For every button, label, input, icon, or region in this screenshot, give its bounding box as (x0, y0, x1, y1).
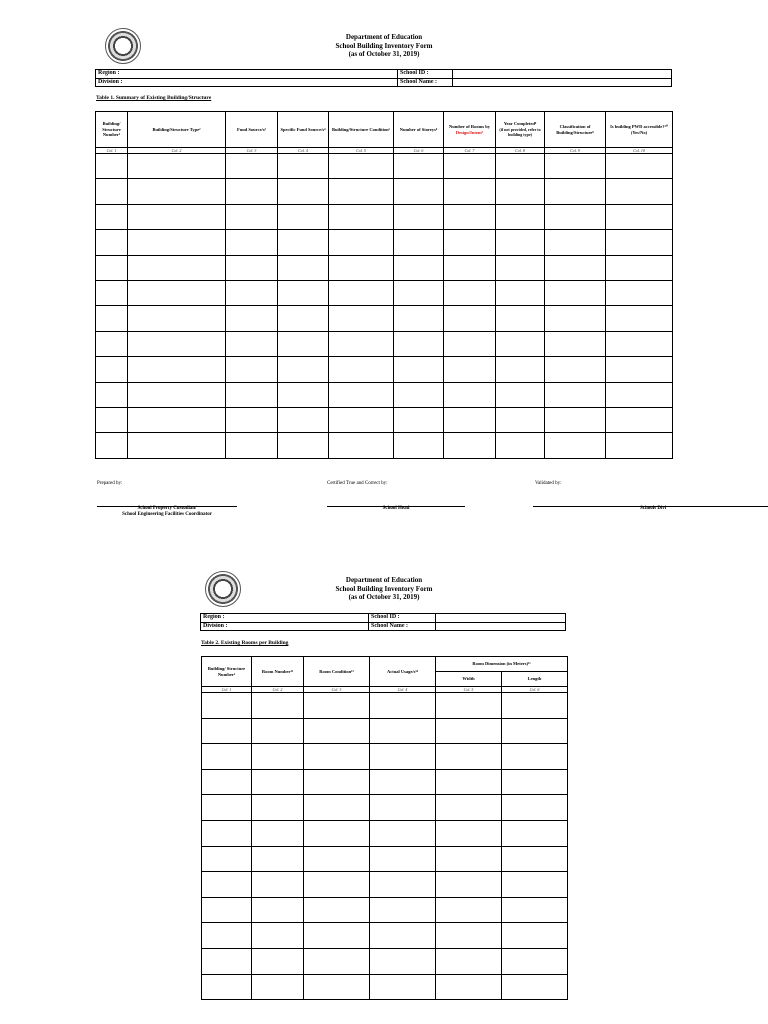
table1-cell[interactable] (606, 204, 673, 229)
table2-cell[interactable] (436, 744, 502, 770)
table1-cell[interactable] (606, 230, 673, 255)
table2-cell[interactable] (304, 923, 370, 949)
table1-cell[interactable] (496, 357, 545, 382)
table1-cell[interactable] (444, 280, 496, 305)
table2-cell[interactable] (202, 718, 252, 744)
table2-cell[interactable] (252, 897, 304, 923)
table1-cell[interactable] (278, 306, 329, 331)
table1-cell[interactable] (496, 179, 545, 204)
table2-cell[interactable] (252, 923, 304, 949)
table2-cell[interactable] (304, 744, 370, 770)
table1-cell[interactable] (329, 382, 394, 407)
table2-cell[interactable] (502, 974, 568, 1000)
table2-cell[interactable] (304, 974, 370, 1000)
table2-cell[interactable] (202, 744, 252, 770)
table2-cell[interactable] (436, 897, 502, 923)
table2-cell[interactable] (252, 846, 304, 872)
table1-cell[interactable] (444, 407, 496, 432)
table2-cell[interactable] (502, 718, 568, 744)
table2-row (202, 974, 568, 1000)
division-label: Division : (96, 78, 398, 87)
table2-cell[interactable] (252, 769, 304, 795)
table1-cell[interactable] (226, 154, 278, 179)
col-code: Col. 3 (226, 148, 278, 154)
table2-cell[interactable] (252, 693, 304, 719)
table1-cell[interactable] (545, 407, 606, 432)
table1-cell[interactable] (128, 230, 226, 255)
table1-cell[interactable] (394, 382, 444, 407)
table2-cell[interactable] (202, 872, 252, 898)
table1-cell[interactable] (496, 433, 545, 458)
table1-cell[interactable] (394, 230, 444, 255)
table1-cell[interactable] (394, 433, 444, 458)
table1-row (96, 407, 673, 432)
school-id-field[interactable] (436, 614, 566, 623)
table1-cell[interactable] (606, 331, 673, 356)
table1-cell[interactable] (496, 230, 545, 255)
table1-cell[interactable] (496, 280, 545, 305)
table2-cell[interactable] (436, 769, 502, 795)
table2-cell[interactable] (436, 795, 502, 821)
col7-header-text: Number of Rooms by (448, 124, 491, 129)
table1-cell[interactable] (226, 230, 278, 255)
table1-cell[interactable] (278, 179, 329, 204)
signatory-custodian-line2: School Engineering Facilities Coordinator (122, 512, 212, 517)
region-label: Region : (201, 614, 369, 623)
width-header: Width (436, 672, 502, 687)
table2-row (202, 846, 568, 872)
table1-cell[interactable] (226, 255, 278, 280)
table1-cell[interactable] (496, 306, 545, 331)
table2-cell[interactable] (370, 872, 436, 898)
table1-cell[interactable] (278, 382, 329, 407)
table2-cell[interactable] (436, 872, 502, 898)
table2-cell[interactable] (502, 795, 568, 821)
table2-cell[interactable] (202, 820, 252, 846)
table1-row (96, 230, 673, 255)
table1-cell[interactable] (545, 433, 606, 458)
table1-cell[interactable] (329, 204, 394, 229)
table2-cell[interactable] (252, 718, 304, 744)
table2-cell[interactable] (252, 744, 304, 770)
table2-cell[interactable] (370, 948, 436, 974)
table1-cell[interactable] (278, 280, 329, 305)
table1-cell[interactable] (128, 204, 226, 229)
col9-header: Classification of Building/Structure⁹ (545, 112, 606, 148)
table1-cell[interactable] (496, 382, 545, 407)
table2-row (202, 897, 568, 923)
table1-row (96, 331, 673, 356)
table1-cell[interactable] (496, 331, 545, 356)
school-id-field[interactable] (453, 70, 672, 79)
col7-header (444, 112, 496, 148)
table1-cell[interactable] (394, 204, 444, 229)
table1-cell[interactable] (444, 382, 496, 407)
table2-cell[interactable] (502, 846, 568, 872)
table1-cell[interactable] (394, 357, 444, 382)
table2-cell[interactable] (304, 872, 370, 898)
table2-cell[interactable] (436, 923, 502, 949)
col8-header-sub: (if not provided, refer to building type) (499, 126, 541, 138)
table2-cell[interactable] (502, 769, 568, 795)
table1-cell[interactable] (128, 331, 226, 356)
table1-cell[interactable] (128, 382, 226, 407)
table2-row (202, 923, 568, 949)
deped-seal-icon (105, 28, 141, 64)
prepared-by-label: Prepared by: (97, 481, 123, 486)
t2-col3-header: Room Condition¹³ (304, 657, 370, 687)
t2-col2-header: Room Number¹² (252, 657, 304, 687)
table2-cell[interactable] (304, 846, 370, 872)
table1-cell[interactable] (128, 154, 226, 179)
table1-cell[interactable] (278, 255, 329, 280)
table2-cell[interactable] (436, 820, 502, 846)
table1-cell[interactable] (545, 357, 606, 382)
school-id-label: School ID : (398, 70, 453, 79)
table2-cell[interactable] (370, 744, 436, 770)
table2-cell[interactable] (304, 820, 370, 846)
table2-cell[interactable] (304, 718, 370, 744)
table2-cell[interactable] (304, 769, 370, 795)
table1-cell[interactable] (226, 357, 278, 382)
table1-cell[interactable] (278, 407, 329, 432)
table1-cell[interactable] (278, 433, 329, 458)
table1-cell[interactable] (394, 306, 444, 331)
col-code: Col. 10 (606, 148, 673, 154)
table1-cell[interactable] (226, 204, 278, 229)
table1-cell[interactable] (226, 382, 278, 407)
table1-cell[interactable] (226, 306, 278, 331)
table1-cell[interactable] (606, 280, 673, 305)
table1-cell[interactable] (329, 255, 394, 280)
col-code: Col. 6 (502, 687, 568, 693)
col-code: Col. 5 (329, 148, 394, 154)
form2-table-title: Table 2. Existing Rooms per Building (201, 640, 289, 646)
table1-cell[interactable] (329, 407, 394, 432)
table1-cell[interactable] (278, 230, 329, 255)
table1-cell[interactable] (444, 204, 496, 229)
col3-header: Fund Source/s³ (226, 112, 278, 148)
table1-cell[interactable] (96, 306, 128, 331)
table1-cell[interactable] (545, 280, 606, 305)
col6-header: Number of Storeys⁶ (394, 112, 444, 148)
table2-cell[interactable] (304, 897, 370, 923)
signatory-custodian-line1: School Property Custodian/ (137, 506, 197, 511)
table2-cell[interactable] (202, 795, 252, 821)
table2-cell[interactable] (370, 769, 436, 795)
table1-cell[interactable] (606, 382, 673, 407)
table2-cell[interactable] (202, 948, 252, 974)
school-name-label: School Name : (369, 622, 436, 631)
table2-cell[interactable] (370, 846, 436, 872)
division-label: Division : (201, 622, 369, 631)
table2-cell[interactable] (502, 820, 568, 846)
table1-cell[interactable] (226, 331, 278, 356)
table1-cell[interactable] (278, 154, 329, 179)
table1-cell[interactable] (545, 382, 606, 407)
table1-cell[interactable] (96, 382, 128, 407)
col4-header: Specific Fund Source/s⁴ (278, 112, 329, 148)
table2-cell[interactable] (370, 718, 436, 744)
table2-cell[interactable] (202, 846, 252, 872)
length-header: Length (502, 672, 568, 687)
table2-row (202, 948, 568, 974)
table2-cell[interactable] (502, 693, 568, 719)
table1-cell[interactable] (96, 331, 128, 356)
table2-cell[interactable] (436, 948, 502, 974)
table2-cell[interactable] (436, 718, 502, 744)
table1-cell[interactable] (394, 280, 444, 305)
col8-header (496, 112, 545, 148)
table1-cell[interactable] (496, 204, 545, 229)
school-id-label: School ID : (369, 614, 436, 623)
table2-cell[interactable] (202, 897, 252, 923)
school-name-label: School Name : (398, 78, 453, 87)
table2-cell[interactable] (502, 872, 568, 898)
table1-row (96, 306, 673, 331)
t2-col4-header: Actual Usage/s¹⁴ (370, 657, 436, 687)
col-code: Col. 4 (278, 148, 329, 154)
table2-cell[interactable] (202, 974, 252, 1000)
table1-cell[interactable] (394, 255, 444, 280)
table1-cell[interactable] (606, 255, 673, 280)
table2-row (202, 693, 568, 719)
table1-cell[interactable] (444, 230, 496, 255)
table1-cell[interactable] (278, 204, 329, 229)
table1-cell[interactable] (606, 357, 673, 382)
table1-cell[interactable] (128, 357, 226, 382)
table1-cell[interactable] (444, 357, 496, 382)
table1-cell[interactable] (128, 179, 226, 204)
table1-cell[interactable] (329, 280, 394, 305)
table1-building-summary (95, 111, 673, 459)
table1-cell[interactable] (329, 179, 394, 204)
table1-cell[interactable] (128, 280, 226, 305)
table1-cell[interactable] (545, 331, 606, 356)
form2-school-info (200, 613, 566, 631)
table1-cell[interactable] (128, 255, 226, 280)
table2-row (202, 744, 568, 770)
table1-cell[interactable] (496, 154, 545, 179)
table1-cell[interactable] (96, 230, 128, 255)
col-code: Col. 6 (394, 148, 444, 154)
table1-cell[interactable] (278, 357, 329, 382)
table1-row (96, 382, 673, 407)
table2-cell[interactable] (502, 744, 568, 770)
table2-cell[interactable] (304, 795, 370, 821)
col-code: Col. 2 (252, 687, 304, 693)
table1-cell[interactable] (226, 407, 278, 432)
table1-cell[interactable] (96, 407, 128, 432)
col-code: Col. 5 (436, 687, 502, 693)
table1-row (96, 433, 673, 458)
table2-cell[interactable] (370, 897, 436, 923)
table1-row (96, 154, 673, 179)
table2-cell[interactable] (502, 948, 568, 974)
col8-header-text: Year Completed⁸ (503, 121, 537, 127)
region-label: Region : (96, 70, 398, 79)
signatory-school-head: School Head (382, 506, 410, 511)
table1-cell[interactable] (226, 179, 278, 204)
col10-header: Is building PWD accessible?¹⁰ (Yes/No) (606, 112, 673, 148)
table1-cell[interactable] (128, 433, 226, 458)
col1-header: Building/ Structure Number¹ (96, 112, 128, 148)
table2-row (202, 718, 568, 744)
col-code: Col. 4 (370, 687, 436, 693)
col-code: Col. 7 (444, 148, 496, 154)
col-code: Col. 9 (545, 148, 606, 154)
table1-cell[interactable] (444, 179, 496, 204)
table2-cell[interactable] (202, 693, 252, 719)
table1-cell[interactable] (545, 255, 606, 280)
table1-cell[interactable] (444, 154, 496, 179)
table1-cell[interactable] (278, 331, 329, 356)
form2-header-line2: School Building Inventory Form (335, 584, 433, 593)
table2-cell[interactable] (436, 974, 502, 1000)
form2-header-line3: (as of October 31, 2019) (348, 593, 420, 601)
table2-cell[interactable] (304, 693, 370, 719)
table1-cell[interactable] (606, 407, 673, 432)
table1-cell[interactable] (444, 331, 496, 356)
table1-cell[interactable] (96, 357, 128, 382)
table2-row (202, 872, 568, 898)
table1-cell[interactable] (606, 154, 673, 179)
table1-cell[interactable] (606, 179, 673, 204)
table2-cell[interactable] (370, 974, 436, 1000)
table1-cell[interactable] (226, 280, 278, 305)
table1-cell[interactable] (96, 179, 128, 204)
table2-cell[interactable] (502, 923, 568, 949)
table1-row (96, 280, 673, 305)
table2-cell[interactable] (370, 923, 436, 949)
table2-cell[interactable] (370, 795, 436, 821)
table2-cell[interactable] (252, 948, 304, 974)
table2-cell[interactable] (502, 897, 568, 923)
table2-rooms-per-building (201, 656, 568, 1000)
table1-cell[interactable] (394, 154, 444, 179)
table1-cell[interactable] (496, 407, 545, 432)
table2-cell[interactable] (436, 693, 502, 719)
form1-header-line3: (as of October 31, 2019) (348, 50, 420, 58)
table1-cell[interactable] (444, 255, 496, 280)
table1-cell[interactable] (329, 230, 394, 255)
table1-cell[interactable] (545, 154, 606, 179)
table1-cell[interactable] (545, 306, 606, 331)
table1-cell[interactable] (329, 154, 394, 179)
signatory-custodian (97, 506, 237, 518)
table1-cell[interactable] (128, 306, 226, 331)
table2-cell[interactable] (252, 872, 304, 898)
table1-row (96, 204, 673, 229)
school-name-field[interactable] (453, 78, 672, 87)
table2-cell[interactable] (304, 948, 370, 974)
table1-cell[interactable] (545, 230, 606, 255)
validated-by-label: Validated by: (535, 481, 562, 486)
form2-header-line1: Department of Education (345, 576, 423, 584)
col-code: Col. 2 (128, 148, 226, 154)
table1-cell[interactable] (128, 407, 226, 432)
table1-row (96, 179, 673, 204)
table1-cell[interactable] (329, 357, 394, 382)
table1-cell[interactable] (96, 255, 128, 280)
table2-row (202, 769, 568, 795)
table2-cell[interactable] (370, 820, 436, 846)
table1-cell[interactable] (444, 306, 496, 331)
table1-cell[interactable] (96, 204, 128, 229)
table2-cell[interactable] (436, 846, 502, 872)
table1-cell[interactable] (96, 154, 128, 179)
table1-cell[interactable] (545, 179, 606, 204)
table1-cell[interactable] (444, 433, 496, 458)
table1-cell[interactable] (394, 179, 444, 204)
table1-cell[interactable] (96, 280, 128, 305)
table1-cell[interactable] (329, 306, 394, 331)
t2-col1-header: Building/ Structure Number¹ (202, 657, 252, 687)
table1-cell[interactable] (606, 306, 673, 331)
signatory-division: Schools Divi (640, 506, 667, 511)
form1-school-info (95, 69, 672, 87)
table1-cell[interactable] (329, 331, 394, 356)
table1-cell[interactable] (545, 204, 606, 229)
table1-row (96, 255, 673, 280)
table2-row (202, 820, 568, 846)
form1-header-line1: Department of Education (345, 33, 423, 41)
form1-header-line2: School Building Inventory Form (335, 41, 433, 50)
table1-row (96, 357, 673, 382)
form1-header (284, 33, 484, 59)
table2-cell[interactable] (370, 693, 436, 719)
table1-cell[interactable] (96, 433, 128, 458)
col-code: Col. 8 (496, 148, 545, 154)
table2-cell[interactable] (252, 974, 304, 1000)
table2-row (202, 795, 568, 821)
deped-seal-icon (205, 571, 241, 607)
form2-header (284, 576, 484, 602)
table2-cell[interactable] (202, 769, 252, 795)
table1-cell[interactable] (226, 433, 278, 458)
table2-cell[interactable] (202, 923, 252, 949)
col2-header: Building/Structure Type² (128, 112, 226, 148)
col-code: Col. 1 (96, 148, 128, 154)
col-code: Col. 1 (202, 687, 252, 693)
table2-cell[interactable] (252, 795, 304, 821)
form1-table-title: Table 1. Summary of Existing Building/Structure (96, 95, 212, 101)
certified-by-label: Certified True and Correct by: (327, 481, 388, 486)
table1-cell[interactable] (496, 255, 545, 280)
col-code: Col. 3 (304, 687, 370, 693)
school-name-field[interactable] (436, 622, 566, 631)
col7-header-red: Design/Intent⁷ (455, 129, 484, 135)
room-dimension-header: Room Dimension (in Meters)¹⁵ (436, 657, 568, 672)
table2-cell[interactable] (252, 820, 304, 846)
table1-cell[interactable] (606, 433, 673, 458)
table1-cell[interactable] (329, 433, 394, 458)
table1-cell[interactable] (394, 407, 444, 432)
col5-header: Building/Structure Condition⁵ (329, 112, 394, 148)
table1-cell[interactable] (394, 331, 444, 356)
